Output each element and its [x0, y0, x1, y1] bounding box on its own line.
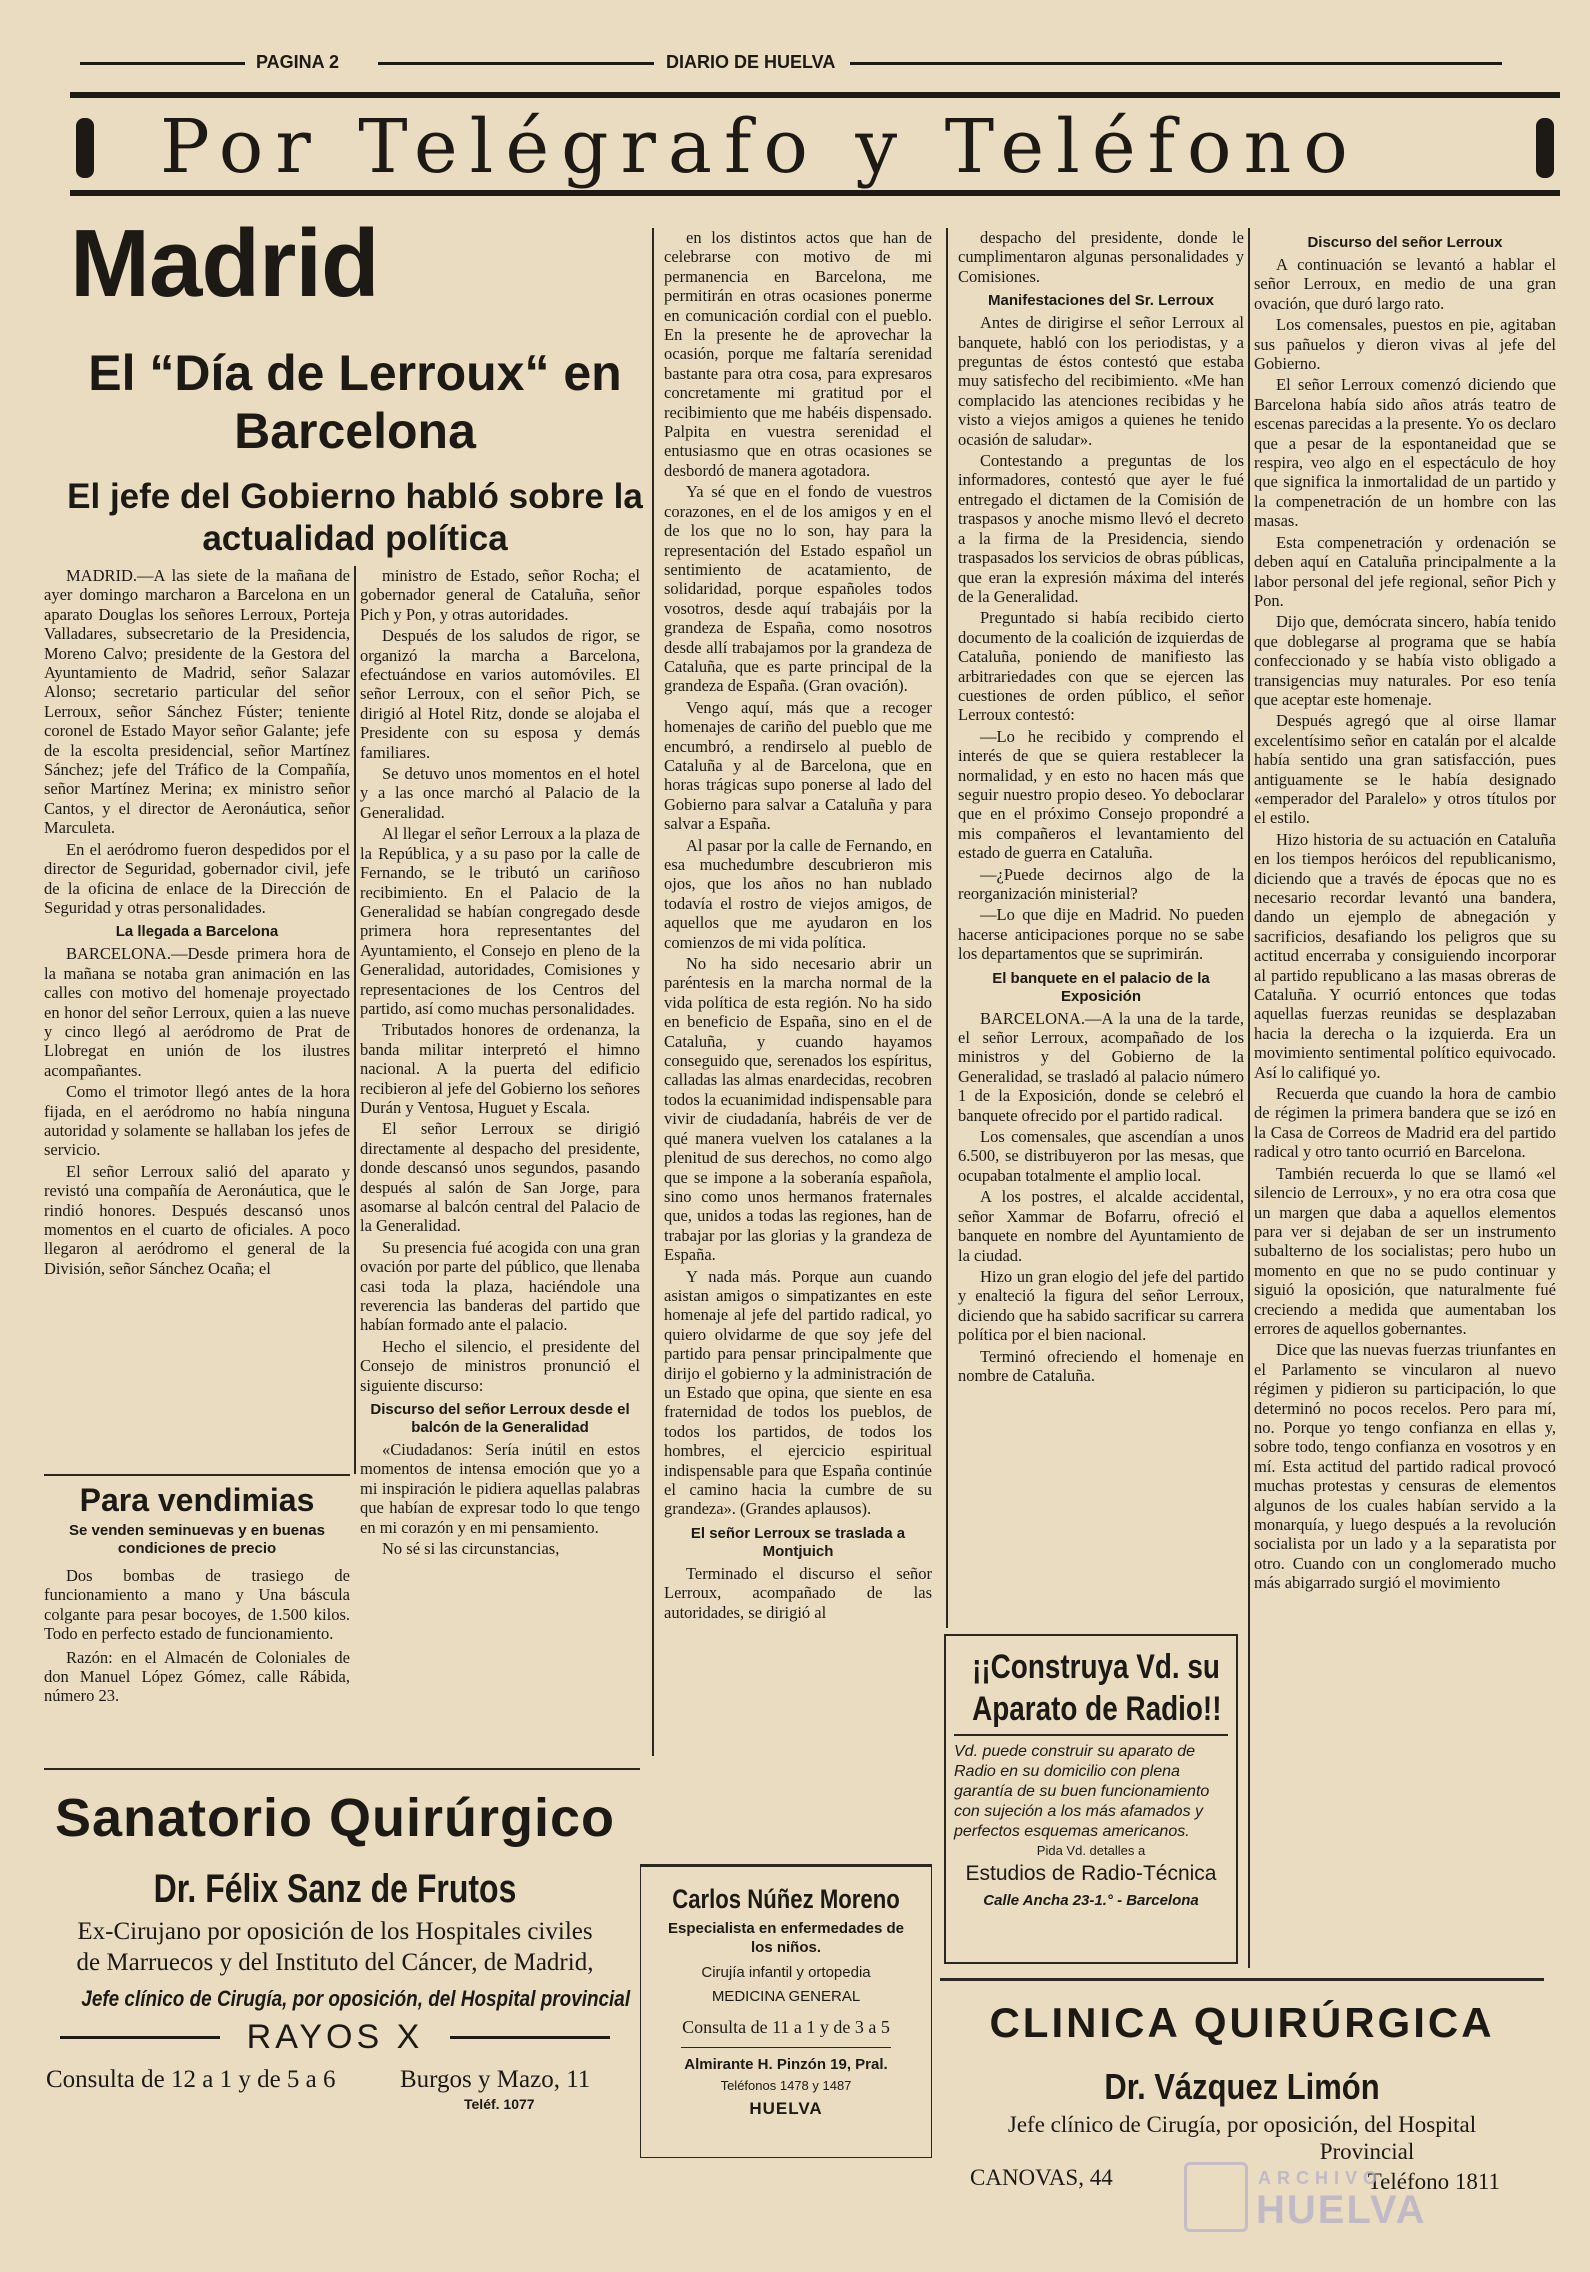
watermark-line2: HUELVA — [1256, 2188, 1427, 2232]
column-rule — [946, 228, 948, 1628]
ad-vendimias-subtitle: Se venden seminuevas y en buenas condiciones de precio — [69, 1522, 325, 1557]
article-paragraph: Tributados honores de ordenanza, la banda militar interpretó el himno nacional. A la puerta del edificio recibieron al jefe del Gobierno los señores Durán y Ventosa, Huguet y Escala. — [360, 1020, 640, 1117]
column-rule — [354, 566, 356, 1474]
ad-clinica-title: CLINICA QUIRÚRGICA — [989, 1999, 1495, 2046]
ad-sanatorio-line2: de Marruecos y del Instituto del Cáncer, de Madrid, — [76, 1949, 594, 1976]
column-rule — [652, 228, 654, 1756]
article-paragraph: A los postres, el alcalde accidental, señor Xammar de Bofarru, ofreció el banquete en nombre del Ayuntamiento de la ciudad. — [958, 1187, 1244, 1265]
article-paragraph: Al pasar por la calle de Fernando, en esa muchedumbre descubrieron mis ojos, que los años no han nublado todavía el rostro de viejos amigos, de aquellos que me ayudaron en los comienzos de mi vida política. — [664, 835, 932, 952]
sub-headline: El jefe del Gobierno habló sobre la actualidad política — [67, 477, 643, 558]
ad-sanatorio-doctor: Dr. Félix Sanz de Frutos — [153, 1867, 517, 1911]
ad-sanatorio — [40, 1786, 631, 2112]
article-paragraph: Dice que las nuevas fuerzas triunfantes en el Parlamento se vincularon al nuevo régimen y pidieron su participación, lo que determinó no pocos recelos. Pero para mí, no. Porque yo tengo confianza en ellas y, sobre todo, tengo confianza en vosotros y en mí. Esta actitud del partido radical provocó muchas protestas y censuras de elementos algunos de los cuales habían servido a la monarquía, y luego después a la revolución socialista por un lado y a la separatista por otro. Cuando con un conglomerado mucho más abigarrado surgió el movimiento — [1254, 1340, 1556, 1593]
article-column-1 — [44, 566, 350, 1462]
section-title: Madrid — [70, 210, 379, 317]
article-paragraph: Y nada más. Porque aun cuando asistan amigos o simpatizantes en este homenaje al jefe del partido radical, yo quiero olvidarme de que soy jefe del partido para pensar principalmente que dirijo el gobierno y la administración de un Estado que opina, que siente en esa fraternidad de todos los pueblos, de todos los partidos, de todos los hombres, el ejercicio espiritual indispensable para que España continúe el camino hacia la cumbre de su grandeza». (Grandes aplausos). — [664, 1266, 932, 1519]
article-paragraph: Dijo que, demócrata sincero, había tenido que doblegarse al programa que se había confeccionado y se había visto obligado a transigencias muy naturales. Por eso tenía que aceptar este homenaje. — [1254, 612, 1556, 709]
article-paragraph: Recuerda que cuando la hora de cambio de régimen la primera bandera que se izó en la Casa de Correos de Madrid era del partido radical y otro tanto ocurrió en Barcelona. — [1254, 1084, 1556, 1162]
article-column-2 — [360, 566, 640, 1762]
ad-nunez-name: Carlos Núñez Moreno — [672, 1884, 900, 1914]
article-subheading: Manifestaciones del Sr. Lerroux — [988, 292, 1214, 310]
article-paragraph: Su presencia fué acogida con una gran ovación por parte del público, que llenaba casi toda la plaza, haciéndole una reverencia las banderas del partido que habían formado ante el palacio. — [360, 1237, 640, 1335]
article-paragraph: en los distintos actos que han de celebrarse con motivo de mi permanencia en Barcelona, me permitirán en otras ocasiones ponerme en comunicación cordial con el pueblo. En la presente he de aprovechar la ocasión, porque me faltaría serenidad bastante para otra cosa, para expresaros concretamente mi gratitud por el recibimiento que me habéis dispensado. Palpita en vuestra serenidad el entusiasmo que en otras ocasiones se desbordó de manera agotadora. — [664, 228, 932, 480]
article-column-4 — [958, 228, 1244, 1638]
ad-radio-title1: ¡¡Construya Vd. su — [972, 1648, 1220, 1686]
article-paragraph: Preguntado si había recibido cierto documento de la coalición de izquierdas de Cataluña, poniendo de manifiesto las arbitrariedades con que se ejercen las cuestiones de orden público, el señor Lerroux contestó: — [958, 608, 1244, 725]
ad-nunez-consulta: Consulta de 11 a 1 y de 3 a 5 — [682, 2017, 890, 2037]
section-rule — [44, 1768, 640, 1770]
page-number: PAGINA 2 — [256, 52, 340, 72]
article-subheading: Discurso del señor Lerroux desde el balcón de la Generalidad — [370, 1401, 630, 1437]
ad-vendimias-body: Dos bombas de trasiego de funcionamiento a mano y Una báscula colgante para pesar bocoyes, de 1.500 kilos. Todo en perfecto estado de funcionamiento. — [44, 1566, 350, 1644]
ad-sanatorio-line3: Jefe clínico de Cirugía, por oposición, del Hospital provincial — [81, 1986, 631, 2011]
ad-nunez-spec3: MEDICINA GENERAL — [711, 1988, 861, 2005]
article-subheading: El señor Lerroux se traslada a Montjuich — [690, 1524, 906, 1560]
header-rule-right — [850, 62, 1502, 65]
ornament-left-icon — [76, 118, 94, 178]
ad-nunez — [640, 1864, 932, 2158]
article-paragraph: Se detuvo unos momentos en el hotel y a las once marchó al Palacio de la Generalidad. — [360, 764, 640, 822]
article-paragraph: No ha sido necesario abrir un paréntesis en la marcha normal de la vida política de esta región. No ha sido en beneficio de España, sino en el de Cataluña, y cuando hayamos conseguido que, serenados los espíritus, calladas las almas enardecidas, recobren todos la ecuanimidad indispensable para vivir de ciudadanía, habréis de ver de qué manera vuelven los catalanes a la plenitud de sus derechos, no como algo que se impone a la soberanía española, sino como unos hermanos fraternales que, unidos a todas las regiones, han de trabajar por las glorias y la grandeza de España. — [664, 954, 932, 1265]
banner-title: Por Telégrafo y Teléfono — [160, 104, 1360, 190]
article-paragraph: Después agregó que al oirse llamar excelentísimo señor en catalán por el alcalde había sentido una gran satisfacción, pues antiguamente se le había designado «emperador del Paralelo» y otros títulos por el estilo. — [1254, 711, 1556, 828]
article-paragraph: En el aeródromo fueron despedidos por el director de Seguridad, gobernador civil, jefe de la oficina de enlace de la Dirección de Seguridad y otras personalidades. — [44, 839, 350, 917]
article-paragraph: Ya sé que en el fondo de vuestros corazones, en el de los amigos y en el de los que no lo son, hay para la representación del Estado español un sentimiento de acatamiento, de solidaridad, porque españoles todos vosotros, desde aquí trabajáis por la grandeza de España, como nosotros desde allí trabajamos por la grandeza de Cataluña, que es parte principal de la grandeza de España. (Gran ovación). — [664, 482, 932, 696]
article-subheading: La llegada a Barcelona — [115, 923, 279, 941]
article-paragraph: —Lo que dije en Madrid. No pueden hacerse anticipaciones porque no se sabe los departamentos que se suprimirán. — [958, 905, 1244, 964]
article-paragraph: ministro de Estado, señor Rocha; el gobernador general de Cataluña, señor Pich y Pon, y otras autoridades. — [360, 566, 640, 624]
ad-radio-rule — [954, 1734, 1228, 1736]
ornament-right-icon — [1536, 118, 1554, 178]
ad-clinica-line1: Jefe clínico de Cirugía, por oposición, del Hospital — [1007, 2112, 1477, 2137]
article-paragraph: El señor Lerroux se dirigió directamente al despacho del presidente, donde descansó unos segundos, pasando después al salón de San Jorge, para asomarse al balcón central del Palacio de la Generalidad. — [360, 1119, 640, 1236]
header-rule-middle — [378, 62, 654, 65]
watermark-line1: ARCHIVO — [1258, 2168, 1384, 2188]
article-paragraph: Terminó ofreciendo el homenaje en nombre de Cataluña. — [958, 1346, 1244, 1385]
article-paragraph: Al llegar el señor Lerroux a la plaza de la República, y a su paso por la calle de Fernando, se le tributó un cariñoso recibimiento. En el Palacio de la Generalidad se habían congregado desde primera hora representantes del Ayuntamiento, el Consejo en pleno de la Generalidad, autoridades, Comisiones y representaciones de los Centros del partido, así como muchas personalidades. — [360, 824, 640, 1018]
article-paragraph: —¿Puede decirnos algo de la reorganización ministerial? — [958, 864, 1244, 903]
article-paragraph: Los comensales, puestos en pie, agitaban sus pañuelos y dieron vivas al jefe del Gobierno. — [1254, 315, 1556, 374]
article-paragraph: Terminado el discurso el señor Lerroux, acompañado de las autoridades, se dirigió al — [664, 1563, 932, 1622]
ad-sanatorio-footer — [40, 2062, 630, 2122]
ad-sanatorio-line1: Ex-Cirujano por oposición de los Hospitales civiles — [77, 1918, 593, 1945]
ad-nunez-spec2: Cirujía infantil y ortopedia — [701, 1964, 871, 1981]
page-header — [60, 52, 1500, 74]
ad-nunez-address: Almirante H. Pinzón 19, Pral. — [684, 2056, 888, 2073]
article-paragraph: MADRID.—A las siete de la mañana de ayer domingo marcharon a Barcelona en un aparato Douglas los señores Lerroux, Porteja Valladares, subsecretario de la Presidencia, Moreno Calvo; presidente de la Gestora del Ayuntamiento de Madrid, señor Salazar Alonso; secretario particular del señor Lerroux, señor Sánchez Fúster; teniente coronel de Estado Mayor señor Galante; jefe de la escolta presidencial, señor Martínez Sánchez; jefe del Tráfico de la Compañía, señor Martínez Merina; ex ministro señor Cantos, y el director de Aeronáutica, señor Marculeta. — [44, 566, 350, 838]
article-subheading: Discurso del señor Lerroux — [1307, 234, 1503, 251]
ad-nunez-phones: Teléfonos 1478 y 1487 — [720, 2078, 852, 2093]
ad-radio — [944, 1634, 1238, 1964]
ad-clinica-doctor: Dr. Vázquez Limón — [1104, 2066, 1380, 2107]
article-paragraph: Como el trimotor llegó antes de la hora fijada, en el aeródromo no había ninguna autoridad y solamente se hallaban los jefes de servicio. — [44, 1082, 350, 1160]
ad-sanatorio-title: Sanatorio Quirúrgico — [54, 1788, 616, 1848]
newspaper-name: DIARIO DE HUELVA — [666, 52, 836, 72]
article-paragraph: Hizo un gran elogio del jefe del partido y enalteció la figura del señor Lerroux, diciendo que ha sabido sacrificar su carrera política por el bien nacional. — [958, 1266, 1244, 1345]
ad-sanatorio-consulta: Consulta de 12 a 1 y de 5 a 6 — [46, 2066, 336, 2093]
article-column-3 — [664, 228, 932, 1836]
ad-vendimias — [44, 1480, 350, 1762]
article-paragraph: —Lo he recibido y comprendo el interés de que se quiera restablecer la normalidad, y en esto no hacen más que seguir nuestro propio deseo. Yo deboclarar que en el próximo Consejo propondré a mis compañeros el levantamiento del estado de guerra en Cataluña. — [958, 726, 1244, 863]
ad-sanatorio-rayos: RAYOS X — [246, 2018, 424, 2056]
archive-logo-icon — [1184, 2162, 1248, 2232]
article-paragraph: No sé si las circunstancias, — [382, 1539, 560, 1559]
article-paragraph: Los comensales, que ascendían a unos 6.500, se distribuyeron por las mesas, que ocupaban totalmente el amplio local. — [958, 1127, 1244, 1185]
ad-radio-body: Vd. puede construir su aparato de Radio en su domicilio con plena garantía de su buen funcionamiento con sujeción a los más afamados y perfectos esquemas americanos. — [954, 1743, 1210, 1840]
article-paragraph: El señor Lerroux comenzó diciendo que Barcelona había sido años atrás teatro de escenas parecidas a la presente. Yo os declaro que a pesar de la espontaneidad que se respira, veo algo en el espectáculo de hoy que significa la inmortalidad de un partido y la compenetración de un hombre con las masas. — [1254, 375, 1556, 531]
rayos-rule-left — [60, 2036, 220, 2039]
column-rule — [1248, 228, 1250, 1968]
ad-sanatorio-address: Burgos y Mazo, 11 — [400, 2066, 591, 2093]
ad-sanatorio-rayos-row — [40, 2018, 630, 2056]
header-rule-left — [80, 62, 245, 65]
ad-sanatorio-phone: Teléf. 1077 — [464, 2096, 535, 2112]
article-paragraph: Hecho el silencio, el presidente del Consejo de ministros pronunció el siguiente discurso: — [360, 1336, 640, 1395]
article-column-5 — [1254, 228, 1556, 1968]
ad-nunez-rule — [681, 2047, 891, 2048]
ad-vendimias-title: Para vendimias — [79, 1482, 315, 1518]
article-paragraph: Hizo historia de su actuación en Cataluña en los tiempos heróicos del republicanismo, diciendo que a través de épocas que no es necesario recordar levantó una bandera, dando un ejemplo de abnegación y sacrificios, desafiando los peligros que su actitud encerraba y consiguiendo incorporar al partido republicano a las masas obreras de Cataluña. Y ocurrió entonces que todas aquellas fuerzas reunidas se desplazaban hacia la derecha o la izquierda. Era un movimiento sentimental político equivocado. Así lo califiqué yo. — [1254, 829, 1556, 1082]
ad-radio-address: Calle Ancha 23-1.° - Barcelona — [983, 1892, 1199, 1909]
ad-clinica-line2: Provincial — [1319, 2139, 1415, 2164]
article-subheading: El banquete en el palacio de la Exposición — [992, 969, 1210, 1005]
main-headline: El “Día de Lerroux“ en Barcelona — [88, 345, 622, 459]
ad-vendimias-contact: Razón: en el Almacén de Coloniales de don Manuel López Gómez, calle Rábida, número 23. — [44, 1647, 350, 1706]
rayos-rule-right — [450, 2036, 610, 2039]
ad-nunez-city: HUELVA — [749, 2099, 823, 2118]
article-paragraph: BARCELONA.—Desde primera hora de la mañana se notaba gran animación en las calles con motivo del homenaje proyectado en honor del señor Lerroux, quien a las nueve y cinco llegó al aeródromo de Prat de Llobregat en unión de los ilustres acompañantes. — [44, 944, 350, 1080]
article-paragraph: Antes de dirigirse el señor Lerroux al banquete, habló con los periodistas, y a preguntas de éstos contestó que estaba muy satisfecho del recibimiento. «Me han complacido las atenciones recibidas y he visto a viejos amigos a quienes he tenido ocasión de saludar». — [958, 313, 1244, 449]
article-paragraph: Vengo aquí, más que a recoger homenajes de cariño del pueblo que me encumbró, a rendirselo al pueblo de Cataluña y al de Barcelona, que en horas trágicas supo ponerse al lado del Gobierno para salvar a Cataluña y para salvar a España. — [664, 697, 932, 834]
ad-nunez-spec1: Especialista en enfermedades de los niños. — [668, 1920, 904, 1956]
ad-clinica-address: CANOVAS, 44 — [970, 2165, 1113, 2190]
article-paragraph: También recuerda lo que se llamó «el silencio de Lerroux», y no era otra cosa que un margen que daba a aquellos elementos para ver si dejaban de ser un instrumento subalterno de los socialistas; pero hubo un momento en que no se pudo continuar y siguió la oposición, que naturalmente fué creciendo a medida que aumentaban los errores de aquellos gobernantes. — [1254, 1163, 1556, 1338]
section-banner — [70, 92, 1560, 196]
article-paragraph: despacho del presidente, donde le cumplimentaron algunas personalidades y Comisiones. — [958, 228, 1244, 286]
ad-clinica-phone: Teléfono 1811 — [1367, 2169, 1500, 2194]
ad-radio-company: Estudios de Radio-Técnica — [965, 1862, 1217, 1885]
section-rule — [44, 1474, 350, 1476]
article-paragraph: «Ciudadanos: Sería inútil en estos momentos de intensa emoción que yo a mi inspiración le pidiera aquellas palabras que habían de expresar todo lo que tengo en mi corazón y en mi pensamiento. — [360, 1440, 640, 1537]
article-paragraph: Después de los saludos de rigor, se organizó la marcha a Barcelona, efectuándose en varios automóviles. El señor Lerroux, con el señor Pich, se dirigió al Hotel Ritz, donde se alojaba el Presidente con su esposa y demás familiares. — [360, 626, 640, 762]
article-paragraph: BARCELONA.—A la una de la tarde, el señor Lerroux, acompañado de los ministros y del Gobierno de la Generalidad, se trasladó al palacio número 1 de la Exposición, donde se celebró el banquete ofrecido por el partido radical. — [958, 1008, 1244, 1125]
article-paragraph: El señor Lerroux salió del aparato y revistó una compañía de Aeronáutica, que le rindió honores. Después descansó unos momentos en el cuarto de oficiales. A poco llegaron al aeródromo el general de la División, señor Sánchez Ocaña; el — [44, 1161, 350, 1278]
ad-radio-cta: Pida Vd. detalles a — [1036, 1843, 1146, 1858]
ad-radio-title2: Aparato de Radio!! — [972, 1690, 1222, 1728]
article-paragraph: Esta compenetración y ordenación se deben aquí en Cataluña principalmente a la labor personal del jefe regional, señor Pich y Pon. — [1254, 532, 1556, 610]
article-paragraph: Contestando a preguntas de los informadores, contestó que ayer le fué entregado el dictamen de la Comisión de traspasos y anoche mismo llevó el decreto a la firma de la Presidencia, siendo traspasados los servicios de obras públicas, que eran la expresión máxima del interés de la Generalidad. — [958, 451, 1244, 606]
article-paragraph: A continuación se levantó a hablar el señor Lerroux, en medio de una gran ovación, que duró largo rato. — [1254, 255, 1556, 313]
